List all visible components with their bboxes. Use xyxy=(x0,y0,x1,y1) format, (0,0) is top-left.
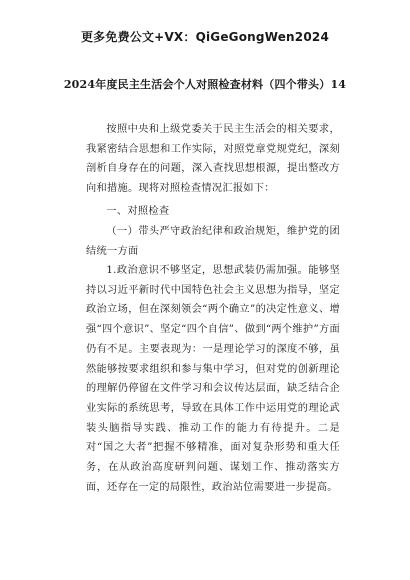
body-paragraph xyxy=(86,261,340,497)
intro-paragraph xyxy=(86,120,340,199)
section-1-heading: 一、对照检查 xyxy=(106,206,170,217)
section-heading xyxy=(86,202,340,222)
document-title: 2024年度民主生活会个人对照检查材料（四个带头）14 xyxy=(63,78,347,91)
promo-header: 更多免费公文+VX：QiGeGongWen2024 xyxy=(80,30,329,44)
subsection-heading xyxy=(86,222,340,261)
intro-text: 按照中央和上级党委关于民主生活会的相关要求，我紧密结合思想和工作实际，对照党章党规党纪，深刻剖析自身存在的问题，深入查找思想根源，提出整改方向和措施。现将对照检查情况汇报如下： xyxy=(86,124,340,195)
subsection-1-heading: （一）带头严守政治纪律和政治规矩，维护党的团结统一方面 xyxy=(86,226,340,257)
paragraph-1-text: 1.政治意识不够坚定，思想武装仍需加强。能够坚持以习近平新时代中国特色社会主义思想为指导，坚定政治立场，但在深刻领会“两个确立”的决定性意义、增强“四个意识”、坚定“四个自信”、做到“两个维护”方面仍有不足。主要表现为：一是理论学习的深度不够，虽然能够按要求组织和参与集中学习，但对党的创新理论的理解仍停留在文件学习和会议传达层面，缺乏结合企业实际的系统思考，导致在具体工作中运用党的理论武装头脑指导实践、推动工作的能力有待提升。二是对“国之大者”把握不够精准，面对复杂形势和重大任务，在从政治高度研判问题、谋划工作、推动落实方面，还存在一定的局限性，政治站位需要进一步提高。 xyxy=(86,265,340,493)
